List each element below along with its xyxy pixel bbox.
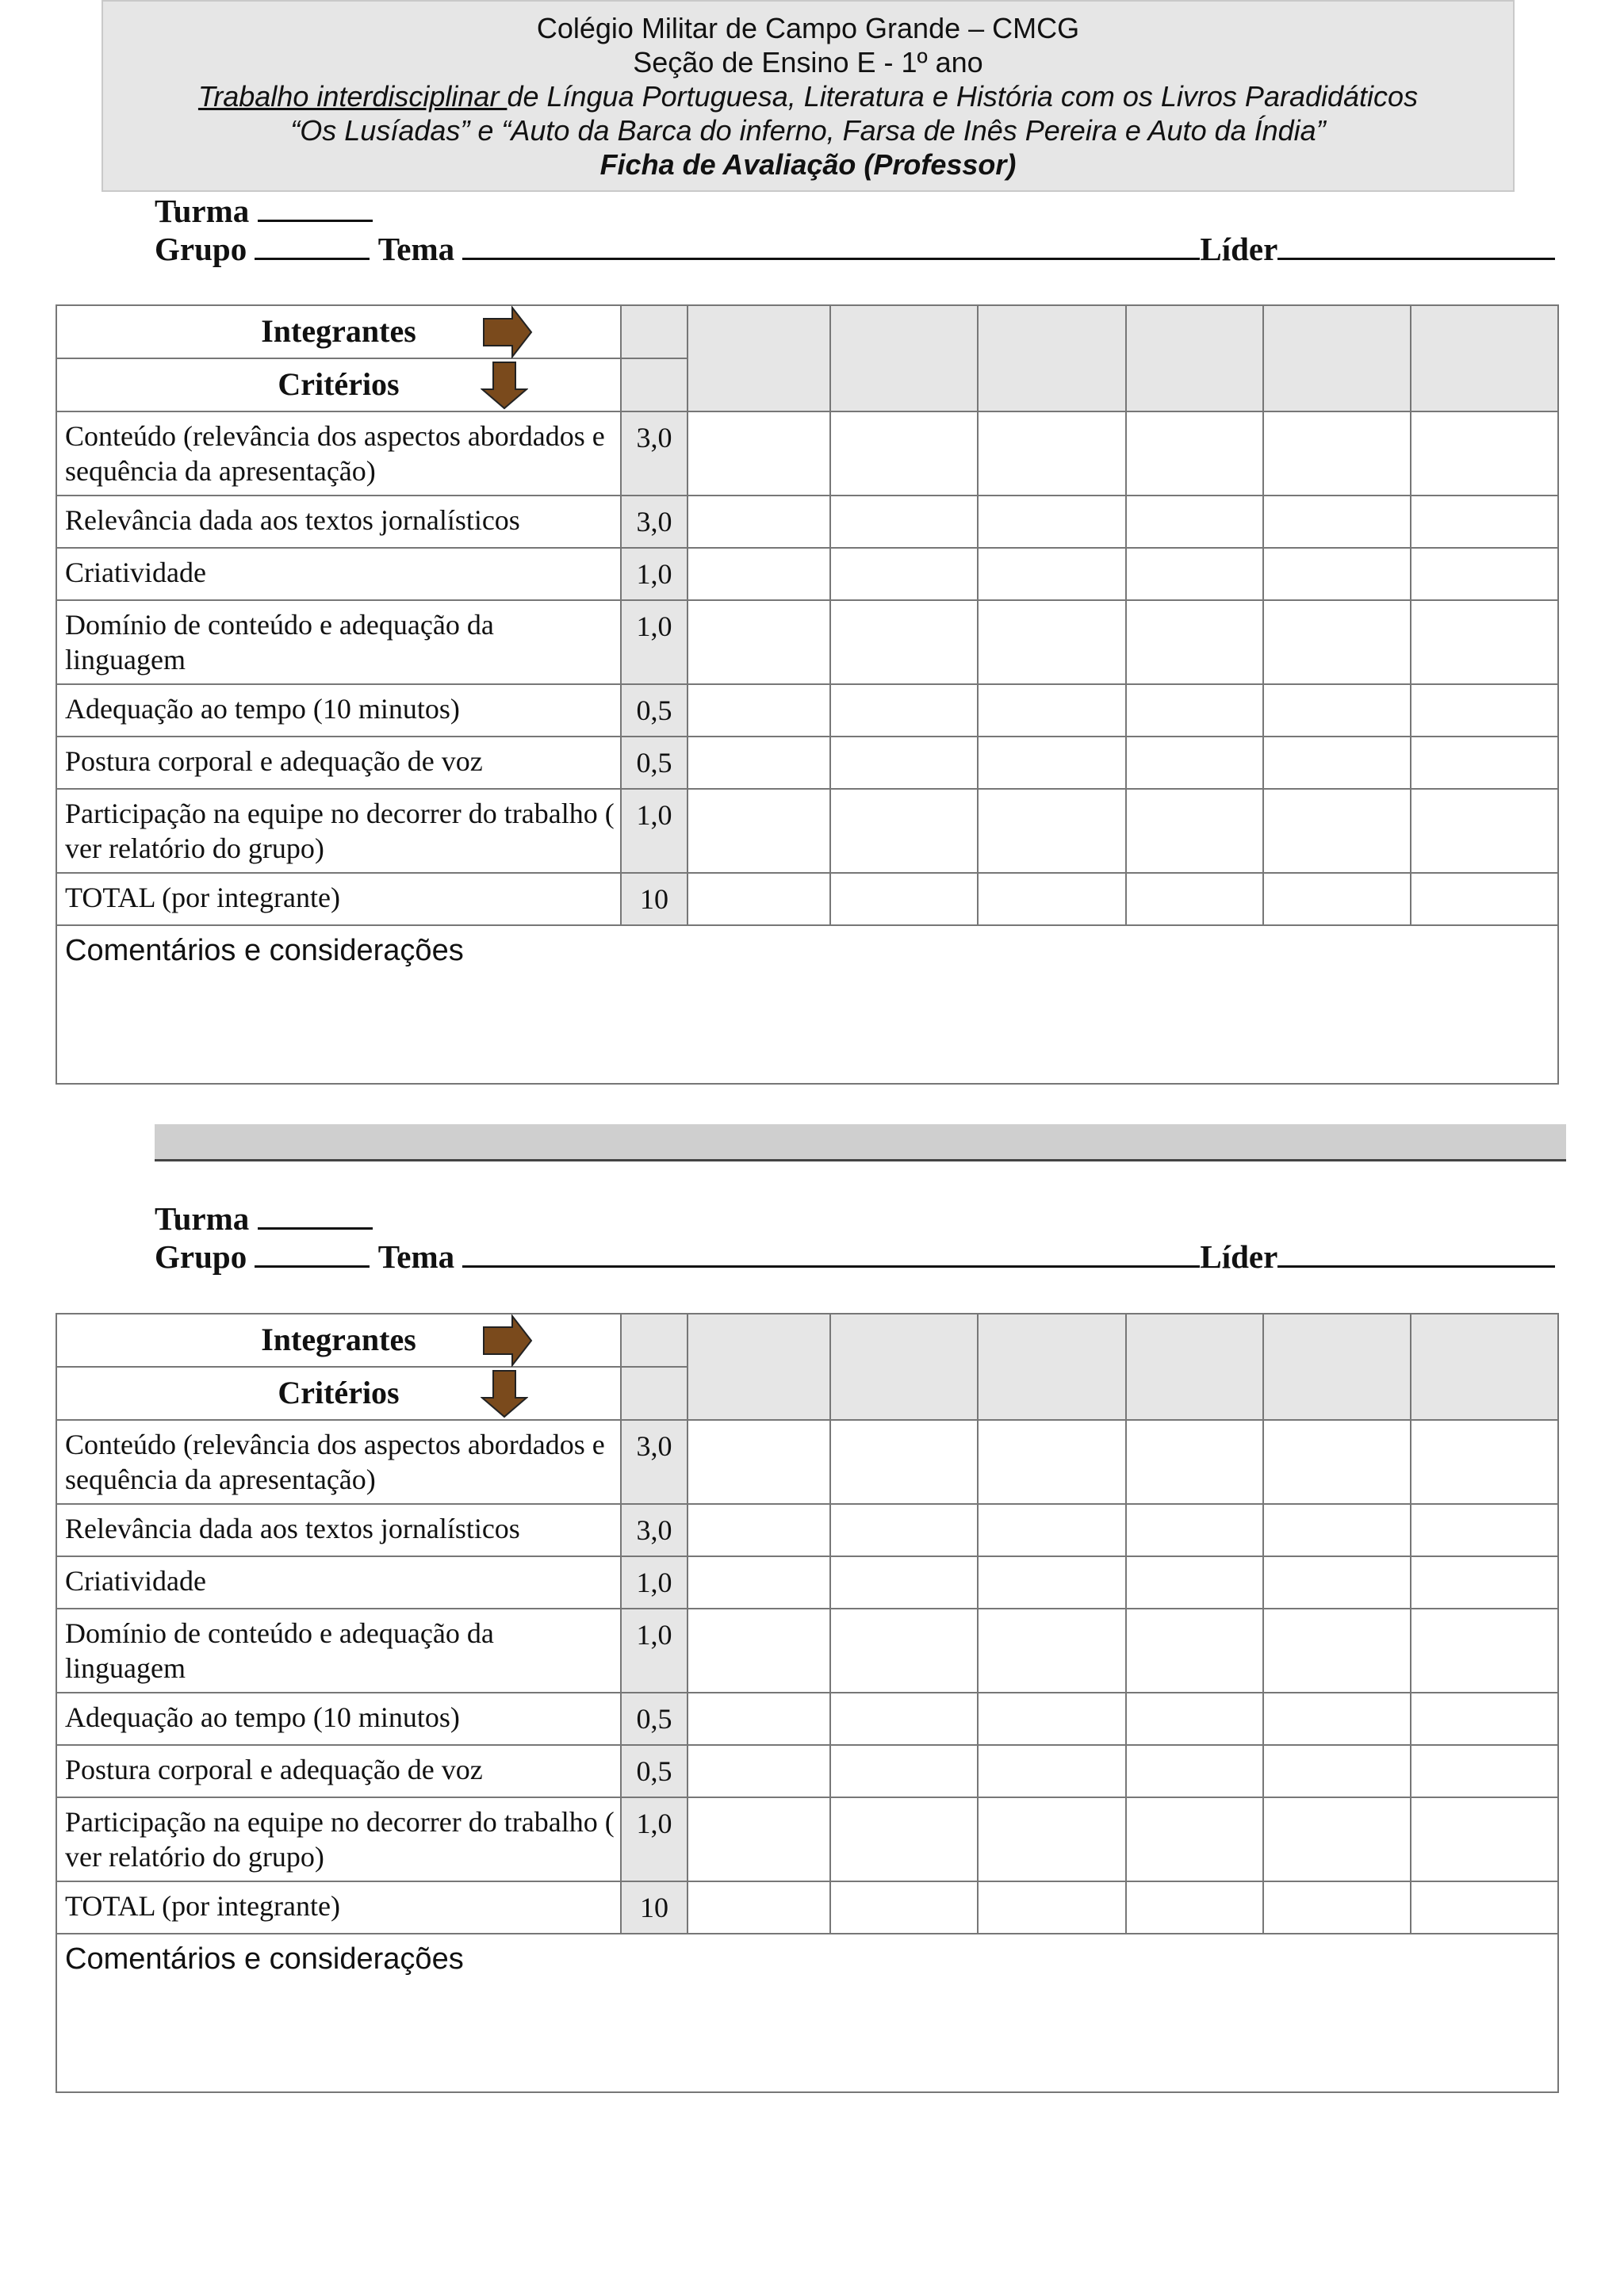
group-info-2: [155, 1200, 1555, 1276]
grupo-label: Grupo: [155, 231, 247, 267]
total-cell[interactable]: [688, 1881, 830, 1934]
score-cell[interactable]: [1411, 1745, 1558, 1797]
score-cell[interactable]: [1126, 789, 1263, 873]
score-cell[interactable]: [688, 496, 830, 548]
arrow-right-icon: [482, 1314, 533, 1367]
tema-label: Tema: [377, 231, 455, 267]
score-cell[interactable]: [688, 411, 830, 496]
score-cell[interactable]: [688, 1609, 830, 1693]
criterion-cell: Adequação ao tempo (10 minutos): [56, 1693, 621, 1745]
score-cell[interactable]: [978, 600, 1126, 684]
integrantes-label: Integrantes: [261, 1322, 416, 1357]
score-cell[interactable]: [1411, 548, 1558, 600]
score-cell[interactable]: [978, 1504, 1126, 1556]
score-cell[interactable]: [830, 496, 978, 548]
lider-field[interactable]: [1277, 231, 1555, 260]
member-header-2[interactable]: [830, 1314, 978, 1420]
score-cell[interactable]: [830, 1556, 978, 1609]
tema-field[interactable]: [462, 1238, 1200, 1268]
evaluation-table-1: [56, 304, 1559, 1085]
evaluation-table-2: [56, 1313, 1559, 2093]
turma-label: Turma: [155, 193, 250, 229]
score-cell[interactable]: [830, 789, 978, 873]
criterios-label: Critérios: [278, 1375, 400, 1410]
score-cell[interactable]: [1263, 789, 1411, 873]
comments-area[interactable]: [56, 1934, 1558, 2092]
weight-header-cell-2: [621, 358, 688, 411]
score-cell[interactable]: [978, 548, 1126, 600]
weight-cell: 1,0: [621, 789, 688, 873]
score-cell[interactable]: [1126, 600, 1263, 684]
member-header-6[interactable]: [1411, 305, 1558, 411]
weight-cell: 1,0: [621, 1797, 688, 1881]
criterion-cell: Domínio de conteúdo e adequação da linguagem: [56, 600, 621, 684]
criterion-cell: Conteúdo (relevância dos aspectos abordados e sequência da apresentação): [56, 1420, 621, 1504]
grupo-field[interactable]: [255, 1238, 370, 1268]
score-cell[interactable]: [978, 789, 1126, 873]
score-cell[interactable]: [830, 684, 978, 737]
turma-field[interactable]: [258, 1200, 373, 1230]
weight-cell: 0,5: [621, 1693, 688, 1745]
member-header-4[interactable]: [1126, 305, 1263, 411]
score-cell[interactable]: [1263, 1609, 1411, 1693]
member-header-3[interactable]: [978, 1314, 1126, 1420]
score-cell[interactable]: [1263, 1745, 1411, 1797]
weight-cell: 1,0: [621, 548, 688, 600]
criterion-cell: Criatividade: [56, 1556, 621, 1609]
score-cell[interactable]: [1411, 496, 1558, 548]
member-header-4[interactable]: [1126, 1314, 1263, 1420]
weight-cell: 1,0: [621, 1609, 688, 1693]
form-title: Ficha de Avaliação (Professor): [599, 148, 1017, 181]
total-label-cell: TOTAL (por integrante): [56, 873, 621, 925]
work-description: [103, 79, 1513, 113]
weight-header-cell: [621, 305, 688, 358]
score-cell[interactable]: [1126, 1504, 1263, 1556]
score-cell[interactable]: [688, 1797, 830, 1881]
score-cell[interactable]: [1411, 1609, 1558, 1693]
member-header-1[interactable]: [688, 1314, 830, 1420]
score-cell[interactable]: [688, 684, 830, 737]
score-cell[interactable]: [688, 548, 830, 600]
integrantes-header: [56, 305, 621, 358]
total-cell[interactable]: [978, 873, 1126, 925]
score-cell[interactable]: [688, 1504, 830, 1556]
score-cell[interactable]: [688, 789, 830, 873]
criterion-cell: Criatividade: [56, 548, 621, 600]
score-cell[interactable]: [1126, 411, 1263, 496]
comments-label: Comentários e considerações: [65, 934, 464, 967]
total-cell[interactable]: [1411, 1881, 1558, 1934]
score-cell[interactable]: [1126, 496, 1263, 548]
score-cell[interactable]: [1263, 411, 1411, 496]
score-cell[interactable]: [688, 1745, 830, 1797]
score-cell[interactable]: [1411, 411, 1558, 496]
score-cell[interactable]: [688, 737, 830, 789]
weight-header-cell: [621, 1314, 688, 1367]
member-header-6[interactable]: [1411, 1314, 1558, 1420]
score-cell[interactable]: [830, 1609, 978, 1693]
weight-cell: 3,0: [621, 1504, 688, 1556]
total-cell[interactable]: [1263, 1881, 1411, 1934]
score-cell[interactable]: [1263, 1420, 1411, 1504]
criterion-cell: Participação na equipe no decorrer do trabalho ( ver relatório do grupo): [56, 1797, 621, 1881]
score-cell[interactable]: [1126, 1556, 1263, 1609]
score-cell[interactable]: [830, 1504, 978, 1556]
weight-cell: 1,0: [621, 600, 688, 684]
arrow-right-icon: [482, 306, 533, 358]
score-cell[interactable]: [1126, 1609, 1263, 1693]
score-cell[interactable]: [1263, 1693, 1411, 1745]
group-info-1: [155, 192, 1555, 268]
weight-cell: 3,0: [621, 411, 688, 496]
turma-label: Turma: [155, 1200, 250, 1237]
score-cell[interactable]: [1126, 684, 1263, 737]
score-cell[interactable]: [978, 411, 1126, 496]
comments-area[interactable]: [56, 925, 1558, 1084]
score-cell[interactable]: [978, 1745, 1126, 1797]
total-cell[interactable]: [830, 1881, 978, 1934]
score-cell[interactable]: [1411, 1556, 1558, 1609]
comments-label: Comentários e considerações: [65, 1942, 464, 1976]
score-cell[interactable]: [1263, 548, 1411, 600]
member-header-3[interactable]: [978, 305, 1126, 411]
tema-field[interactable]: [462, 231, 1200, 260]
score-cell[interactable]: [978, 1609, 1126, 1693]
score-cell[interactable]: [978, 737, 1126, 789]
total-weight-cell: 10: [621, 1881, 688, 1934]
lider-label: Líder: [1200, 231, 1278, 267]
score-cell[interactable]: [1263, 1556, 1411, 1609]
total-cell[interactable]: [688, 873, 830, 925]
form-separator: [155, 1124, 1566, 1161]
score-cell[interactable]: [830, 737, 978, 789]
total-cell[interactable]: [1411, 873, 1558, 925]
score-cell[interactable]: [1411, 1504, 1558, 1556]
criterios-label: Critérios: [278, 366, 400, 402]
total-weight-cell: 10: [621, 873, 688, 925]
score-cell[interactable]: [830, 1745, 978, 1797]
score-cell[interactable]: [830, 1693, 978, 1745]
score-cell[interactable]: [978, 684, 1126, 737]
document-header: [102, 0, 1515, 192]
criterios-header: [56, 358, 621, 411]
score-cell[interactable]: [978, 496, 1126, 548]
score-cell[interactable]: [1126, 1693, 1263, 1745]
arrow-down-icon: [481, 361, 528, 410]
member-header-5[interactable]: [1263, 305, 1411, 411]
section-name: Seção de Ensino E - 1º ano: [633, 46, 983, 78]
integrantes-label: Integrantes: [261, 313, 416, 349]
score-cell[interactable]: [1411, 1797, 1558, 1881]
criterion-cell: Conteúdo (relevância dos aspectos abordados e sequência da apresentação): [56, 411, 621, 496]
weight-cell: 1,0: [621, 1556, 688, 1609]
criterion-cell: Postura corporal e adequação de voz: [56, 1745, 621, 1797]
weight-cell: 0,5: [621, 737, 688, 789]
criterion-cell: Relevância dada aos textos jornalísticos: [56, 1504, 621, 1556]
score-cell[interactable]: [1411, 737, 1558, 789]
turma-field[interactable]: [258, 193, 373, 222]
score-cell[interactable]: [1263, 684, 1411, 737]
weight-cell: 0,5: [621, 1745, 688, 1797]
score-cell[interactable]: [1411, 684, 1558, 737]
books-titles: “Os Lusíadas” e “Auto da Barca do inferno, Farsa de Inês Pereira e Auto da Índia”: [290, 114, 1326, 147]
total-label-cell: TOTAL (por integrante): [56, 1881, 621, 1934]
score-cell[interactable]: [830, 548, 978, 600]
total-cell[interactable]: [1126, 1881, 1263, 1934]
score-cell[interactable]: [1126, 1420, 1263, 1504]
weight-cell: 0,5: [621, 684, 688, 737]
criterios-header: [56, 1367, 621, 1420]
score-cell[interactable]: [1263, 1504, 1411, 1556]
score-cell[interactable]: [1126, 548, 1263, 600]
work-description-rest: de Língua Portuguesa, Literatura e História com os Livros Paradidáticos: [507, 80, 1419, 113]
score-cell[interactable]: [1126, 1745, 1263, 1797]
total-cell[interactable]: [830, 873, 978, 925]
score-cell[interactable]: [978, 1556, 1126, 1609]
score-cell[interactable]: [1411, 1693, 1558, 1745]
score-cell[interactable]: [830, 1797, 978, 1881]
grupo-label: Grupo: [155, 1238, 247, 1275]
score-cell[interactable]: [1126, 737, 1263, 789]
score-cell[interactable]: [688, 600, 830, 684]
score-cell[interactable]: [1411, 789, 1558, 873]
criterion-cell: Domínio de conteúdo e adequação da linguagem: [56, 1609, 621, 1693]
grupo-field[interactable]: [255, 231, 370, 260]
score-cell[interactable]: [688, 1556, 830, 1609]
criterion-cell: Participação na equipe no decorrer do trabalho ( ver relatório do grupo): [56, 789, 621, 873]
score-cell[interactable]: [1263, 600, 1411, 684]
lider-field[interactable]: [1277, 1238, 1555, 1268]
member-header-5[interactable]: [1263, 1314, 1411, 1420]
criterion-cell: Relevância dada aos textos jornalísticos: [56, 496, 621, 548]
school-name: Colégio Militar de Campo Grande – CMCG: [536, 12, 1080, 44]
score-cell[interactable]: [978, 1420, 1126, 1504]
total-cell[interactable]: [978, 1881, 1126, 1934]
total-cell[interactable]: [1263, 873, 1411, 925]
score-cell[interactable]: [688, 1420, 830, 1504]
member-header-1[interactable]: [688, 305, 830, 411]
weight-cell: 3,0: [621, 1420, 688, 1504]
weight-cell: 3,0: [621, 496, 688, 548]
work-description-underlined: Trabalho interdisciplinar: [197, 80, 508, 113]
score-cell[interactable]: [978, 1797, 1126, 1881]
arrow-down-icon: [481, 1369, 528, 1418]
criterion-cell: Postura corporal e adequação de voz: [56, 737, 621, 789]
score-cell[interactable]: [830, 600, 978, 684]
weight-header-cell-2: [621, 1367, 688, 1420]
integrantes-header: [56, 1314, 621, 1367]
total-cell[interactable]: [1126, 873, 1263, 925]
criterion-cell: Adequação ao tempo (10 minutos): [56, 684, 621, 737]
score-cell[interactable]: [830, 1420, 978, 1504]
score-cell[interactable]: [1263, 496, 1411, 548]
score-cell[interactable]: [1263, 1797, 1411, 1881]
score-cell[interactable]: [1411, 1420, 1558, 1504]
score-cell[interactable]: [830, 411, 978, 496]
member-header-2[interactable]: [830, 305, 978, 411]
score-cell[interactable]: [978, 1693, 1126, 1745]
tema-label: Tema: [377, 1238, 455, 1275]
lider-label: Líder: [1200, 1238, 1278, 1275]
score-cell[interactable]: [1263, 737, 1411, 789]
score-cell[interactable]: [1411, 600, 1558, 684]
score-cell[interactable]: [1126, 1797, 1263, 1881]
score-cell[interactable]: [688, 1693, 830, 1745]
